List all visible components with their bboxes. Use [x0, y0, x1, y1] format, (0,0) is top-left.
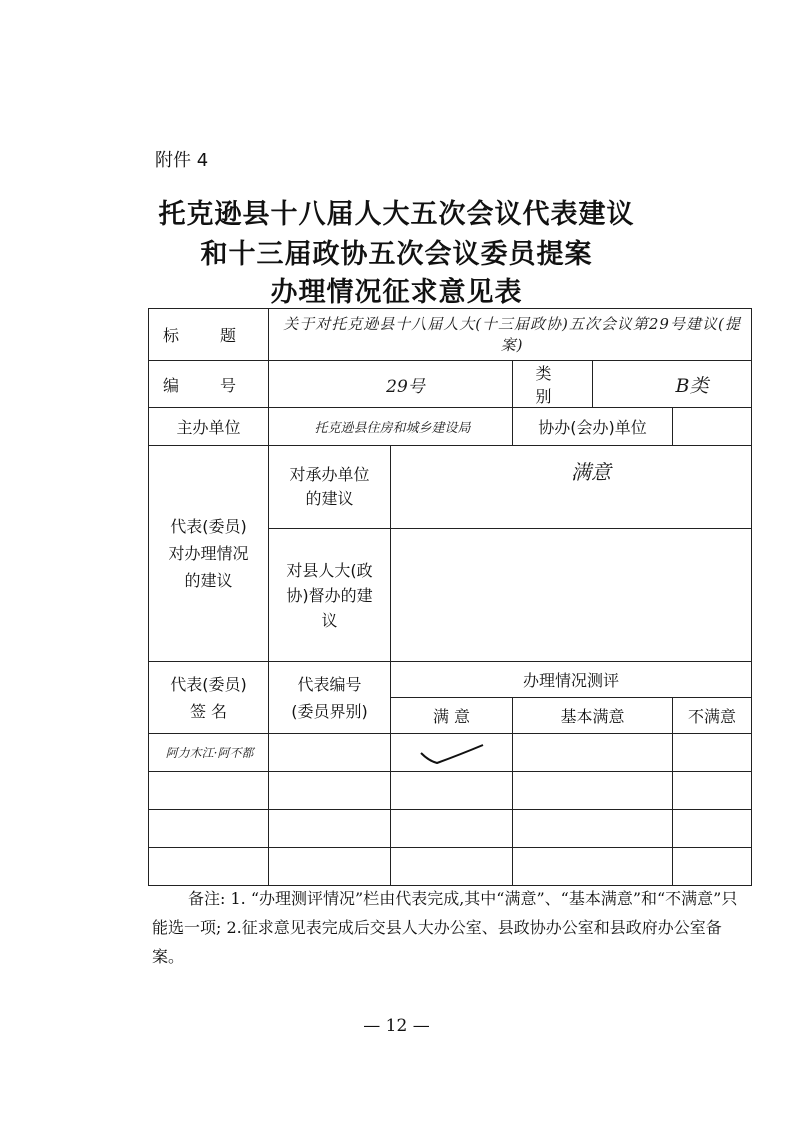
- attachment-label: 附件 4: [155, 150, 209, 171]
- opinions-label: 代表(委员)对办理情况的建议: [149, 446, 269, 662]
- empty-cell: [149, 810, 269, 848]
- to-unit-value: 满意: [391, 446, 752, 529]
- empty-cell: [673, 848, 752, 886]
- empty-cell: [513, 848, 673, 886]
- signature-value: 阿力木江·阿不都: [149, 734, 269, 772]
- unsatisfied-header: 不满意: [673, 698, 752, 734]
- doc-title-line-3: 办理情况征求意见表: [270, 277, 523, 308]
- satisfied-cell: [391, 734, 513, 772]
- empty-cell: [269, 848, 391, 886]
- host-unit-value: 托克逊县住房和城乡建设局: [269, 408, 513, 446]
- co-unit-label: 协办(会办)单位: [513, 408, 673, 446]
- unsatisfied-cell: [673, 734, 752, 772]
- number-value: 29号: [269, 361, 513, 408]
- category-label: 类 别: [513, 361, 593, 408]
- co-unit-value: [673, 408, 752, 446]
- number-label: 编 号: [149, 361, 269, 408]
- basic-cell: [513, 734, 673, 772]
- evaluation-label: 办理情况测评: [391, 662, 752, 698]
- empty-cell: [673, 810, 752, 848]
- signature-label: 代表(委员)签 名: [149, 662, 269, 734]
- remarks-note: 备注: 1. “办理测评情况”栏由代表完成,其中“满意”、“基本满意”和“不满意”只能选一项; 2.征求意见表完成后交县人大办公室、县政协办公室和县政府办公室备案。: [152, 889, 738, 966]
- empty-cell: [149, 772, 269, 810]
- title-label: 标 题: [149, 309, 269, 361]
- feedback-form-table: [148, 308, 752, 886]
- to-supervisor-value: [391, 529, 752, 662]
- category-value: B类: [593, 361, 752, 408]
- page-number: — 12 —: [363, 1016, 430, 1036]
- doc-title-line-2: 和十三届政协五次会议委员提案: [200, 239, 593, 270]
- empty-cell: [149, 848, 269, 886]
- empty-cell: [269, 772, 391, 810]
- empty-cell: [391, 772, 513, 810]
- to-supervisor-label: 对县人大(政协)督办的建议: [269, 529, 391, 662]
- empty-cell: [673, 772, 752, 810]
- empty-cell: [269, 810, 391, 848]
- empty-cell: [513, 810, 673, 848]
- empty-cell: [513, 772, 673, 810]
- title-value: 关于对托克逊县十八届人大(十三届政协)五次会议第29号建议(提案): [269, 309, 752, 361]
- basic-satisfied-header: 基本满意: [513, 698, 673, 734]
- empty-cell: [391, 848, 513, 886]
- to-unit-label: 对承办单位的建议: [269, 446, 391, 529]
- doc-title-line-1: 托克逊县十八届人大五次会议代表建议: [158, 199, 635, 230]
- check-mark-icon: [417, 739, 487, 767]
- satisfied-header: 满 意: [391, 698, 513, 734]
- host-unit-label: 主办单位: [149, 408, 269, 446]
- code-value: [269, 734, 391, 772]
- empty-cell: [391, 810, 513, 848]
- code-label: 代表编号(委员界别): [269, 662, 391, 734]
